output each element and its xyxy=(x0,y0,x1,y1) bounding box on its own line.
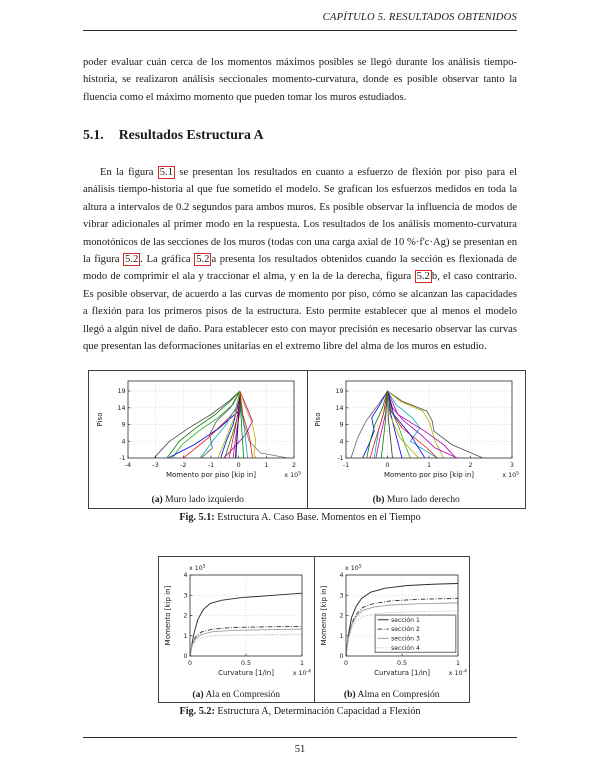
figure-5-1-panel-b xyxy=(307,371,526,508)
svg-text:0.5: 0.5 xyxy=(241,660,252,667)
svg-text:3: 3 xyxy=(339,592,344,600)
svg-text:0.5: 0.5 xyxy=(396,660,407,667)
svg-text:-1: -1 xyxy=(337,455,344,463)
svg-text:sección 4: sección 4 xyxy=(390,644,420,652)
svg-text:0: 0 xyxy=(339,653,344,661)
svg-text:1: 1 xyxy=(427,462,432,469)
svg-text:0: 0 xyxy=(343,660,348,667)
footer-rule xyxy=(83,737,517,738)
figure-5-1 xyxy=(88,370,526,509)
svg-text:Momento por piso [kip in]: Momento por piso [kip in] xyxy=(384,471,475,479)
section-title: Resultados Estructura A xyxy=(118,127,264,142)
svg-text:3: 3 xyxy=(510,462,515,469)
figure-reference-link[interactable]: 5.2 xyxy=(125,254,139,266)
svg-text:1: 1 xyxy=(300,660,305,667)
figure-5-2-panel-a xyxy=(159,557,314,702)
figure-reference-link[interactable]: 5.1 xyxy=(159,167,173,178)
page-number: 51 xyxy=(294,744,306,755)
svg-text:Momento [kip in]: Momento [kip in] xyxy=(164,585,173,646)
figure-5-2-panel-b xyxy=(314,557,470,702)
chart-alma-compresion xyxy=(316,559,468,689)
svg-text:sección 3: sección 3 xyxy=(390,635,420,643)
svg-text:Curvatura [1/in]: Curvatura [1/in] xyxy=(218,669,275,677)
subcaption-label: (a) xyxy=(192,689,204,700)
svg-text:3: 3 xyxy=(183,592,188,600)
caption-label: Fig. 5.1: xyxy=(179,512,215,523)
caption-text: Estructura A, Determinación Capacidad a Flexión xyxy=(217,706,421,717)
svg-text:x 10-4: x $10^{-4}$ xyxy=(448,669,467,677)
svg-text:-2: -2 xyxy=(179,462,187,469)
subcaption-5-1a xyxy=(152,494,244,505)
subcaption-label: (b) xyxy=(372,494,385,505)
figure-reference-link[interactable]: 5.2 xyxy=(416,271,430,283)
svg-text:1: 1 xyxy=(183,632,188,640)
subcaption-text: Muro lado derecho xyxy=(386,494,460,505)
svg-text:4: 4 xyxy=(339,438,344,446)
svg-text:x 10-4: x $10^{-4}$ xyxy=(292,669,312,677)
svg-text:Piso: Piso xyxy=(95,412,104,427)
caption-text: Estructura A. Caso Base. Momentos en el Tiempo xyxy=(217,512,421,523)
figure-5-2 xyxy=(158,556,470,703)
figure-reference-link[interactable]: 5.2 xyxy=(196,254,210,266)
svg-text:14: 14 xyxy=(117,404,126,412)
svg-text:-4: -4 xyxy=(124,462,131,469)
paragraph-main: En la figura 5.1 se presentan los resultados en cuanto a esfuerzo de flexión por piso para el análisis tiempo-historia al que fue sometido el modelo. Se grafican los esfuerzos medidos en toda la altura a intervalos de 0.2 segundos para ambos muros. Es posible observar la influencia de modos de vibrar adicionales al primer modo en la respuesta. Los resultados de los análisis momento-curvatura monotónicos de las secciones de los muros (todas con una carga axial de 10 %·f'c·Ag) se presentan en la figura 5.2 . La gráfica 5.2 a presenta los resultados obtenidos cuando la sección es flexionada de modo de comprimir el ala y traccionar el alma, y en la de la derecha, figura 5.2 b, el caso contrario. Es posible observar, de acuerdo a las curvas de momento por piso, cómo se alcanzan las capacidades a flexión para los primeros pisos de la estructura. Esto permite establecer que al menos el modelo llegó a algún nivel de daño. Para establecer esto con mayor precisión es necesario observar las curvas que presentan las deformaciones unitarias en el extremo libre del alma de los muros en estudio. xyxy=(83,167,518,353)
svg-text:Piso: Piso xyxy=(314,412,323,427)
svg-text:-1: -1 xyxy=(207,462,214,469)
caption-label: Fig. 5.2: xyxy=(179,706,215,717)
svg-text:19: 19 xyxy=(335,388,344,396)
svg-text:sección 1: sección 1 xyxy=(390,616,420,624)
svg-text:9: 9 xyxy=(339,421,344,429)
svg-text:0: 0 xyxy=(236,462,241,469)
chart-momentos-muro-izquierdo xyxy=(92,374,304,494)
section-number: 5.1. xyxy=(83,127,104,142)
svg-text:19: 19 xyxy=(117,388,126,396)
svg-text:sección 2: sección 2 xyxy=(390,626,420,634)
svg-text:x 105: x $10^5$ xyxy=(284,471,301,479)
chart-ala-compresion xyxy=(160,559,312,689)
svg-text:9: 9 xyxy=(121,421,126,429)
svg-text:Momento [kip in]: Momento [kip in] xyxy=(319,585,328,646)
svg-text:4: 4 xyxy=(339,572,344,580)
svg-text:-1: -1 xyxy=(118,455,126,463)
svg-text:x 105: x $10^5$ xyxy=(344,564,362,572)
subcaption-5-2b xyxy=(344,689,440,700)
svg-text:x 105: x $10^5$ xyxy=(502,471,520,479)
svg-text:0: 0 xyxy=(183,653,188,661)
svg-text:0: 0 xyxy=(385,462,390,469)
svg-text:1: 1 xyxy=(264,462,269,469)
svg-text:Momento por piso [kip in]: Momento por piso [kip in] xyxy=(165,471,256,479)
subcaption-5-2a xyxy=(192,689,280,700)
svg-text:4: 4 xyxy=(121,438,126,446)
subcaption-text: Muro lado izquierdo xyxy=(165,494,244,505)
figure-5-1-panel-a xyxy=(89,371,307,508)
svg-text:-1: -1 xyxy=(343,462,350,469)
svg-text:14: 14 xyxy=(335,404,344,412)
section-heading xyxy=(83,127,264,143)
svg-text:2: 2 xyxy=(183,612,188,620)
chart-momentos-muro-derecho xyxy=(310,374,522,494)
figure-5-2-caption xyxy=(83,706,517,717)
svg-text:-3: -3 xyxy=(152,462,159,469)
svg-text:2: 2 xyxy=(339,612,344,620)
subcaption-5-1b xyxy=(373,494,460,505)
svg-text:0: 0 xyxy=(188,660,193,667)
svg-text:2: 2 xyxy=(291,462,296,469)
svg-text:x 105: x $10^5$ xyxy=(189,564,206,572)
subcaption-text: Alma en Compresión xyxy=(357,689,440,700)
paragraph-intro: poder evaluar cuán cerca de los momentos máximos posibles se llegó durante los análisis tiempo-historia, se realizaron análisis seccionales momento-curvatura, donde es posible observar tanto la fluencia como el máximo momento que pueden tomar los muros estudiados. xyxy=(83,57,517,103)
subcaption-label: (a) xyxy=(151,494,163,505)
svg-text:4: 4 xyxy=(183,572,188,580)
chapter-header: CAPÍTULO 5. RESULTADOS OBTENIDOS xyxy=(322,12,517,23)
svg-text:1: 1 xyxy=(455,660,460,667)
header-rule xyxy=(83,30,517,31)
svg-text:Curvatura [1/in]: Curvatura [1/in] xyxy=(373,669,430,677)
subcaption-label: (b) xyxy=(343,689,356,700)
svg-text:2: 2 xyxy=(468,462,473,469)
subcaption-text: Ala en Compresión xyxy=(205,689,281,700)
svg-text:1: 1 xyxy=(339,632,344,640)
figure-5-1-caption xyxy=(83,512,517,523)
